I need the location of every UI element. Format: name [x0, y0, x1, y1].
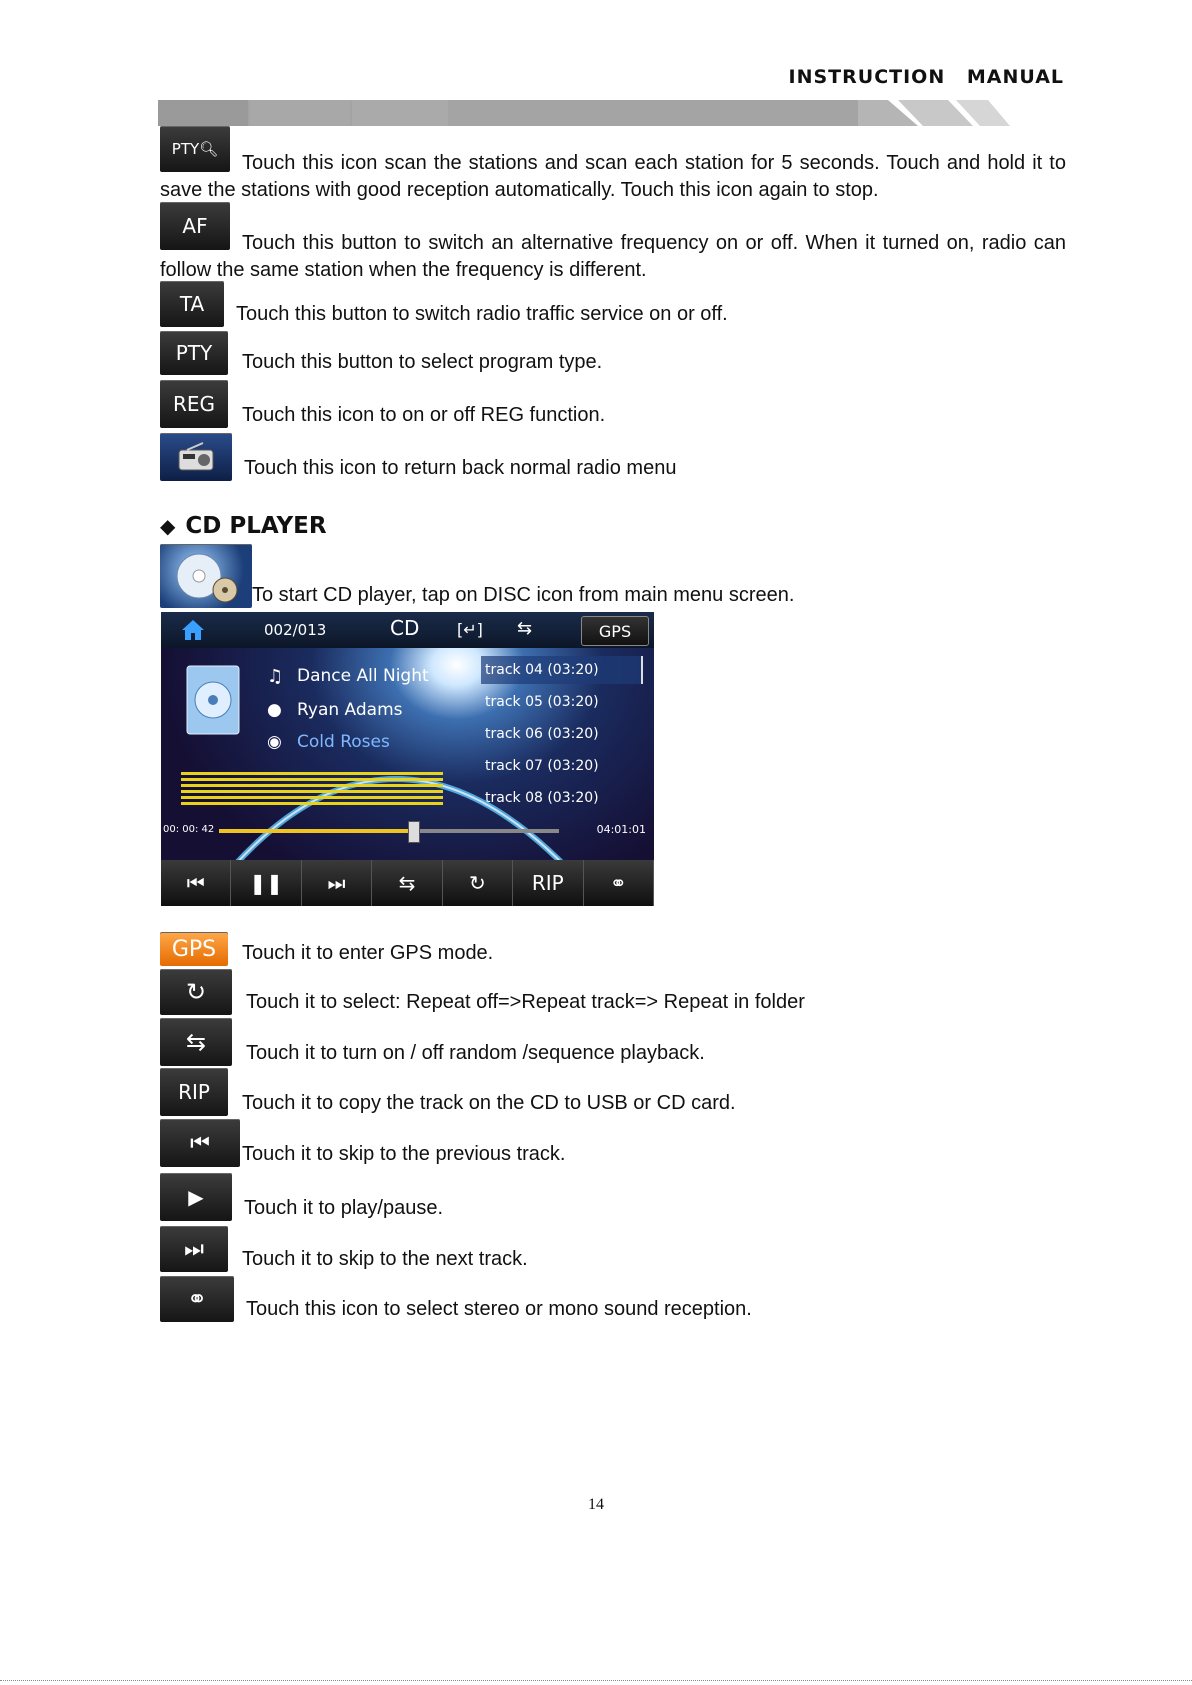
radio-item-text: Touch this button to switch an alternative frequency on or off. When it turned on, radio can follow the same station when the frequency is different.	[160, 232, 1066, 281]
progress-thumb[interactable]	[408, 821, 420, 843]
header-decoration-bar	[158, 100, 1070, 126]
radio-item-text: Touch this icon scan the stations and scan each station for 5 seconds. Touch and hold it to save the stations with good reception automatically. Touch this icon again to stop.	[160, 152, 1066, 201]
track-list-item[interactable]: track 04 (03:20)	[485, 662, 599, 678]
cd-case-icon	[183, 662, 243, 738]
cd-item-text: Touch it to copy the track on the CD to USB or CD card.	[242, 1092, 736, 1114]
repeat-icon[interactable]: ↻	[160, 969, 232, 1015]
cd-item-stereo-mono	[160, 1276, 752, 1322]
radio-item-pty-scan	[160, 139, 1066, 204]
cd-item-shuffle	[160, 1018, 705, 1066]
cd-item-previous	[160, 1119, 566, 1167]
gps-screen-button[interactable]: GPS	[581, 616, 649, 646]
gps-button-icon[interactable]: GPS	[160, 932, 228, 966]
repeat-all-icon[interactable]: [↵]	[457, 620, 483, 639]
album-disc-icon: ◉	[267, 732, 282, 752]
equalizer-graphic	[181, 766, 443, 808]
cd-player-section-title: ◆ CD PLAYER	[160, 513, 327, 539]
track-counter: 002/013	[264, 621, 327, 639]
shuffle-top-icon[interactable]: ⇆	[517, 618, 533, 639]
cd-item-next	[160, 1226, 528, 1272]
previous-track-button[interactable]: ⏮︎	[161, 860, 231, 906]
progress-fill	[219, 829, 413, 833]
track-list-item[interactable]: track 05 (03:20)	[485, 694, 599, 710]
radio-item-text: Touch this icon to on or off REG function.	[242, 404, 606, 426]
cd-item-text: Touch it to play/pause.	[244, 1197, 444, 1219]
previous-track-icon[interactable]: ⏮︎	[160, 1119, 240, 1167]
ta-button-icon[interactable]: TA	[160, 281, 224, 327]
elapsed-time: 00: 00: 42	[163, 824, 215, 835]
cd-item-text: Touch it to select: Repeat off=>Repeat track=> Repeat in folder	[246, 991, 805, 1013]
page-header-title: INSTRUCTION MANUAL	[788, 66, 1064, 88]
cd-item-text: Touch it to enter GPS mode.	[242, 942, 494, 964]
next-track-button[interactable]: ⏭︎	[302, 860, 372, 906]
radio-icon[interactable]	[160, 433, 232, 481]
disc-icon[interactable]	[160, 544, 252, 608]
pause-button[interactable]: ❚❚	[231, 860, 301, 906]
track-list-item[interactable]: track 07 (03:20)	[485, 758, 599, 774]
stereo-mono-icon[interactable]: ⚭︎	[160, 1276, 234, 1322]
next-track-icon[interactable]: ⏭︎	[160, 1226, 228, 1272]
radio-item-radio-menu	[160, 433, 676, 481]
mode-label: CD	[390, 616, 420, 640]
cd-item-text: Touch it to turn on / off random /sequence playback.	[246, 1042, 705, 1064]
diamond-bullet-icon: ◆	[160, 514, 176, 538]
radio-item-pty	[160, 331, 602, 375]
rip-button[interactable]: RIP	[513, 860, 583, 906]
total-time: 04:01:01	[596, 823, 646, 836]
repeat-button[interactable]: ↻	[443, 860, 513, 906]
radio-item-af	[160, 213, 1066, 284]
track-list-item[interactable]: track 08 (03:20)	[485, 790, 599, 806]
cd-player-screen	[161, 612, 654, 906]
play-pause-icon[interactable]: ▶︎	[160, 1173, 232, 1221]
screen-top-bar	[161, 612, 654, 648]
shuffle-button[interactable]: ⇆	[372, 860, 442, 906]
cd-item-text: Touch this icon to select stereo or mono sound reception.	[246, 1298, 752, 1320]
shuffle-icon[interactable]: ⇆	[160, 1018, 232, 1066]
screen-control-bar	[161, 860, 654, 906]
song-note-icon: ♫	[267, 666, 284, 687]
rip-button-icon[interactable]: RIP	[160, 1068, 228, 1116]
radio-item-text: Touch this button to switch radio traffic service on or off.	[236, 303, 728, 325]
pty-scan-icon: PTY🔍︎	[160, 126, 230, 172]
reg-button-icon[interactable]: REG	[160, 380, 228, 428]
progress-track[interactable]	[219, 829, 559, 833]
radio-item-text: Touch this icon to return back normal radio menu	[244, 457, 677, 479]
stereo-mono-button[interactable]: ⚭︎	[584, 860, 654, 906]
artist-icon: ●	[267, 700, 282, 720]
radio-item-reg	[160, 380, 605, 428]
cd-item-play-pause	[160, 1173, 443, 1221]
radio-item-text: Touch this button to select program type.	[242, 351, 603, 373]
page-number: 14	[588, 1496, 604, 1513]
footer-divider	[0, 1680, 1192, 1681]
af-button-icon[interactable]: AF	[160, 202, 230, 250]
cd-player-intro	[160, 544, 794, 608]
cd-intro-text: To start CD player, tap on DISC icon from main menu screen.	[252, 584, 795, 606]
song-title: Dance All Night	[297, 666, 429, 686]
cd-item-gps	[160, 932, 493, 966]
cd-item-repeat	[160, 969, 805, 1015]
artist-name: Ryan Adams	[297, 700, 403, 720]
home-icon[interactable]	[181, 619, 205, 641]
cd-item-text: Touch it to skip to the next track.	[242, 1248, 528, 1270]
track-list-item[interactable]: track 06 (03:20)	[485, 726, 599, 742]
pty-button-icon[interactable]: PTY	[160, 331, 228, 375]
cd-item-text: Touch it to skip to the previous track.	[242, 1143, 566, 1165]
cd-item-rip	[160, 1068, 736, 1116]
radio-item-ta	[160, 281, 728, 327]
album-name: Cold Roses	[297, 732, 390, 752]
